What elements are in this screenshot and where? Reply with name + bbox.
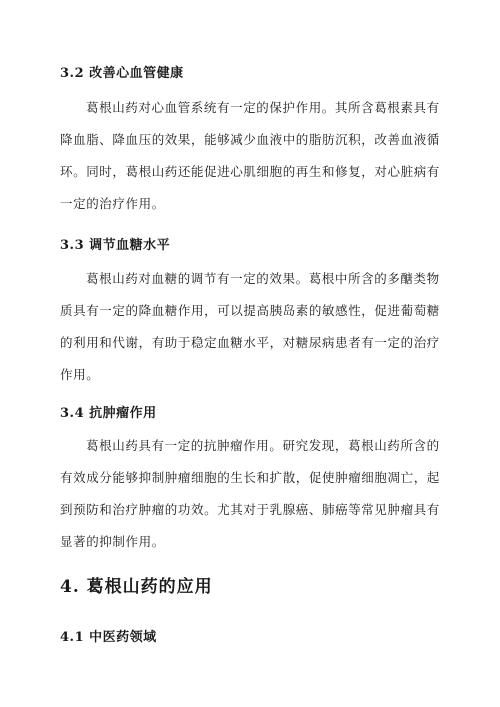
paragraph-line: 有效成分能够抑制肿瘤细胞的生长和扩散，促使肿瘤细胞凋亡，起 bbox=[60, 470, 440, 485]
paragraph-line: 作用。 bbox=[60, 367, 100, 382]
paragraph-line: 葛根山药具有一定的抗肿瘤作用。研究发现，葛根山药所含的 bbox=[86, 438, 440, 453]
section-heading-4-1: 4.1 中医药领域 bbox=[60, 630, 157, 645]
paragraph-line: 降血脂、降血压的效果，能够减少血液中的脂肪沉积，改善血液循 bbox=[60, 132, 440, 147]
paragraph-line: 葛根山药对心血管系统有一定的保护作用。其所含葛根素具有 bbox=[86, 100, 440, 115]
chapter-heading-4: 4. 葛根山药的应用 bbox=[60, 577, 213, 597]
paragraph-line: 一定的治疗作用。 bbox=[60, 196, 165, 211]
section-paragraph-3-2 bbox=[60, 92, 450, 220]
section-heading-3-3: 3.3 调节血糖水平 bbox=[60, 238, 171, 253]
section-heading-3-4: 3.4 抗肿瘤作用 bbox=[60, 406, 157, 421]
section-paragraph-3-4 bbox=[60, 430, 450, 558]
paragraph-line: 质具有一定的降血糖作用，可以提高胰岛素的敏感性，促进葡萄糖 bbox=[60, 303, 440, 318]
section-heading-3-2: 3.2 改善心血管健康 bbox=[60, 66, 184, 81]
section-paragraph-3-3 bbox=[60, 263, 450, 391]
paragraph-line: 环。同时，葛根山药还能促进心肌细胞的再生和修复，对心脏病有 bbox=[60, 164, 440, 179]
paragraph-line: 的利用和代谢，有助于稳定血糖水平，对糖尿病患者有一定的治疗 bbox=[60, 335, 440, 350]
paragraph-line: 显著的抑制作用。 bbox=[60, 534, 165, 549]
paragraph-line: 到预防和治疗肿瘤的功效。尤其对于乳腺癌、肺癌等常见肿瘤具有 bbox=[60, 502, 440, 517]
paragraph-line: 葛根山药对血糖的调节有一定的效果。葛根中所含的多醣类物 bbox=[86, 271, 440, 286]
